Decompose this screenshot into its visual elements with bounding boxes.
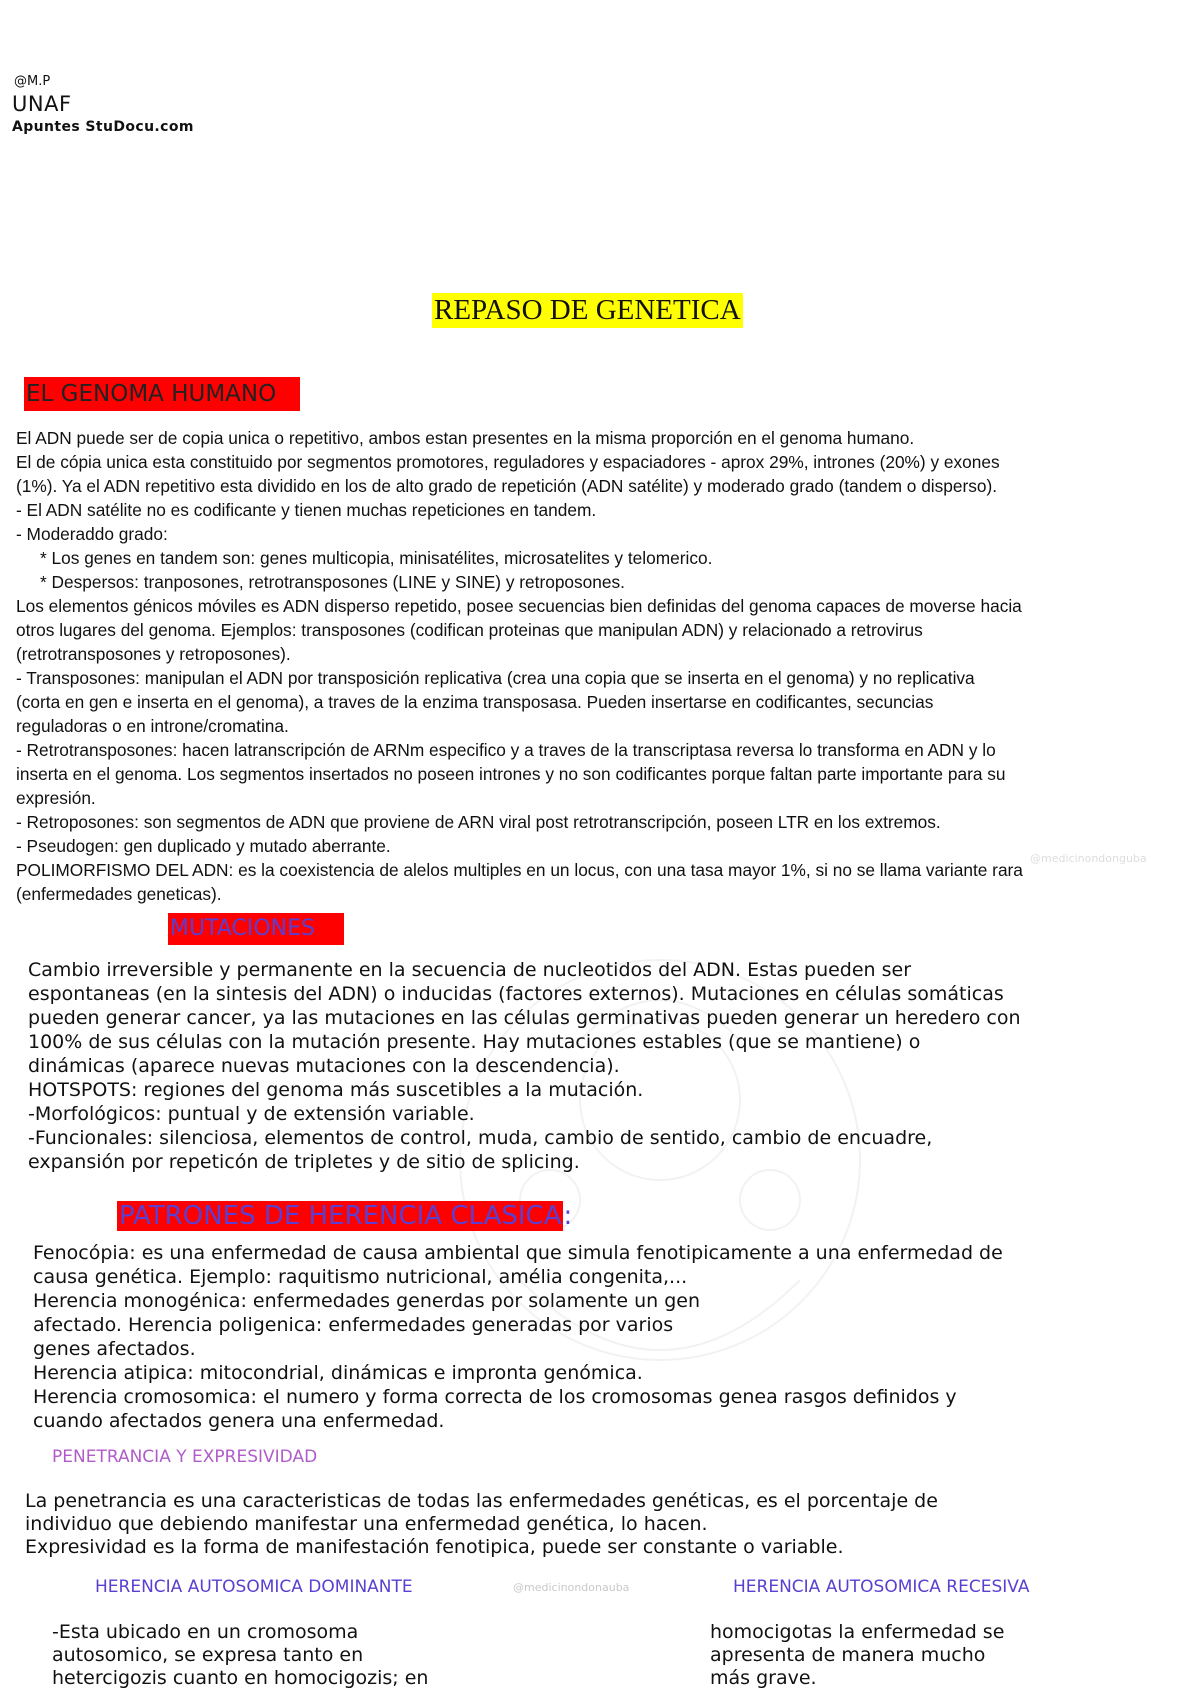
text-line: Herencia atipica: mitocondrial, dinámicas e impronta genómica. — [33, 1362, 643, 1384]
source-label: Apuntes StuDocu.com — [12, 119, 194, 135]
subheading-autosomica-dominante: HERENCIA AUTOSOMICA DOMINANTE — [95, 1577, 413, 1597]
text-line: Los elementos génicos móviles es ADN disperso repetido, posee secuencias bien definidas del genoma capaces de moverse hacia — [16, 596, 1022, 616]
text-line: Fenocópia: es una enfermedad de causa ambiental que simula fenotipicamente a una enfermedad de — [33, 1242, 1003, 1264]
text-line: hetercigozis cuanto en homocigozis; en — [52, 1667, 429, 1689]
text-line: otros lugares del genoma. Ejemplos: transposones (codifican proteinas que manipulan ADN) y relacionado a retrovirus — [16, 620, 923, 640]
text-line: expresión. — [16, 788, 96, 808]
text-line: cuando afectados genera una enfermedad. — [33, 1410, 445, 1432]
mutaciones-body — [28, 958, 1198, 1174]
watermark: @medicinondonauba — [513, 1581, 630, 1594]
text-line: genes afectados. — [33, 1338, 196, 1360]
document-title: REPASO DE GENETICA — [434, 294, 741, 326]
subheading-autosomica-recesiva: HERENCIA AUTOSOMICA RECESIVA — [733, 1577, 1030, 1597]
dominante-body — [52, 1621, 572, 1690]
text-line: autosomico, se expresa tanto en — [52, 1644, 364, 1666]
text-line: Herencia cromosomica: el numero y forma correcta de los cromosomas genea rasgos definidos y — [33, 1386, 957, 1408]
text-line: Expresividad es la forma de manifestación fenotipica, puede ser constante o variable. — [25, 1536, 844, 1558]
text-line: (corta en gen e inserta en el genoma), a traves de la enzima transposasa. Pueden insertarse en codificantes, secuncias — [16, 692, 934, 712]
heading-colon: : — [563, 1201, 573, 1231]
section-heading-patrones-text: PATRONES DE HERENCIA CLASICA — [119, 1201, 562, 1231]
institution-name: UNAF — [12, 92, 72, 116]
subheading-penetrancia: PENETRANCIA Y EXPRESIVIDAD — [52, 1447, 318, 1467]
text-line: dinámicas (aparece nuevas mutaciones con la descendencia). — [28, 1055, 620, 1077]
section-heading-mutaciones: MUTACIONES — [168, 913, 344, 945]
text-line: * Los genes en tandem son: genes multicopia, minisatélites, microsatelites y telomerico. — [40, 548, 713, 568]
text-line: * Despersos: tranposones, retrotransposones (LINE y SINE) y retroposones. — [40, 572, 625, 592]
text-line: El ADN puede ser de copia unica o repetitivo, ambos estan presentes en la misma proporción en el genoma humano. — [16, 428, 915, 448]
patrones-body — [33, 1241, 1198, 1433]
text-line: inserta en el genoma. Los segmentos insertados no poseen intrones y no son codificantes porque faltan parte importante para su — [16, 764, 1006, 784]
section-heading-genoma: EL GENOMA HUMANO — [24, 377, 300, 411]
text-line: -Morfológicos: puntual y de extensión variable. — [28, 1103, 475, 1125]
text-line: - Pseudogen: gen duplicado y mutado aberrante. — [16, 836, 391, 856]
text-line: La penetrancia es una caracteristicas de todas las enfermedades genéticas, es el porcentaje de — [25, 1490, 938, 1512]
text-line: - Retroposones: son segmentos de ADN que proviene de ARN viral post retrotranscripción, poseen LTR en los extremos. — [16, 812, 941, 832]
text-line: causa genética. Ejemplo: raquitismo nutricional, amélia congenita,... — [33, 1266, 688, 1288]
text-line: -Esta ubicado en un cromosoma — [52, 1621, 359, 1643]
watermark: @medicinondonguba — [1030, 852, 1147, 865]
text-line: - Moderaddo grado: — [16, 524, 168, 544]
text-line: Cambio irreversible y permanente en la secuencia de nucleotidos del ADN. Estas pueden ser — [28, 959, 912, 981]
text-line: afectado. Herencia poligenica: enfermedades generadas por varios — [33, 1314, 674, 1336]
text-line: homocigotas la enfermedad se — [710, 1621, 1005, 1643]
text-line: apresenta de manera mucho — [710, 1644, 986, 1666]
text-line: reguladoras o en introne/cromatina. — [16, 716, 289, 736]
text-line: HOTSPOTS: regiones del genoma más suscetibles a la mutación. — [28, 1079, 644, 1101]
text-line: pueden generar cancer, ya las mutaciones en las células germinativas pueden generar un heredero con — [28, 1007, 1021, 1029]
recesiva-body — [710, 1621, 1190, 1690]
text-line: individuo que debiendo manifestar una enfermedad genética, lo hacen. — [25, 1513, 708, 1535]
text-line: - Transposones: manipulan el ADN por transposición replicativa (crea una copia que se inserta en el genoma) y no replicativa — [16, 668, 975, 688]
text-line: (enfermedades geneticas). — [16, 884, 222, 904]
text-line: más grave. — [710, 1667, 817, 1689]
text-line: POLIMORFISMO DEL ADN: es la coexistencia de alelos multiples en un locus, con una tasa mayor 1%, si no se llama variante rara — [16, 860, 1023, 880]
section-heading-patrones — [117, 1199, 572, 1233]
text-line: (retrotransposones y retroposones). — [16, 644, 291, 664]
text-line: espontaneas (en la sintesis del ADN) o inducidas (factores externos). Mutaciones en células somáticas — [28, 983, 1004, 1005]
text-line: 100% de sus células con la mutación presente. Hay mutaciones estables (que se mantiene) o — [28, 1031, 921, 1053]
text-line: (1%). Ya el ADN repetitivo esta dividido en los de alto grado de repetición (ADN satélite) y moderado grado (tandem o disperso). — [16, 476, 998, 496]
text-line: Herencia monogénica: enfermedades generdas por solamente un gen — [33, 1290, 701, 1312]
penetrancia-body — [25, 1490, 1195, 1559]
author-tag: @M.P — [14, 74, 51, 89]
text-line: El de cópia unica esta constituido por segmentos promotores, reguladores y espaciadores - aprox 29%, intrones (20%) y exones — [16, 452, 1000, 472]
text-line: - El ADN satélite no es codificante y tienen muchas repeticiones en tandem. — [16, 500, 597, 520]
text-line: -Funcionales: silenciosa, elementos de control, muda, cambio de sentido, cambio de encuadre, — [28, 1127, 933, 1149]
genoma-body — [16, 426, 1196, 906]
text-line: expansión por repeticón de tripletes y de sitio de splicing. — [28, 1151, 580, 1173]
text-line: - Retrotransposones: hacen latranscripción de ARNm especifico y a traves de la transcriptasa reversa lo transforma en ADN y lo — [16, 740, 996, 760]
